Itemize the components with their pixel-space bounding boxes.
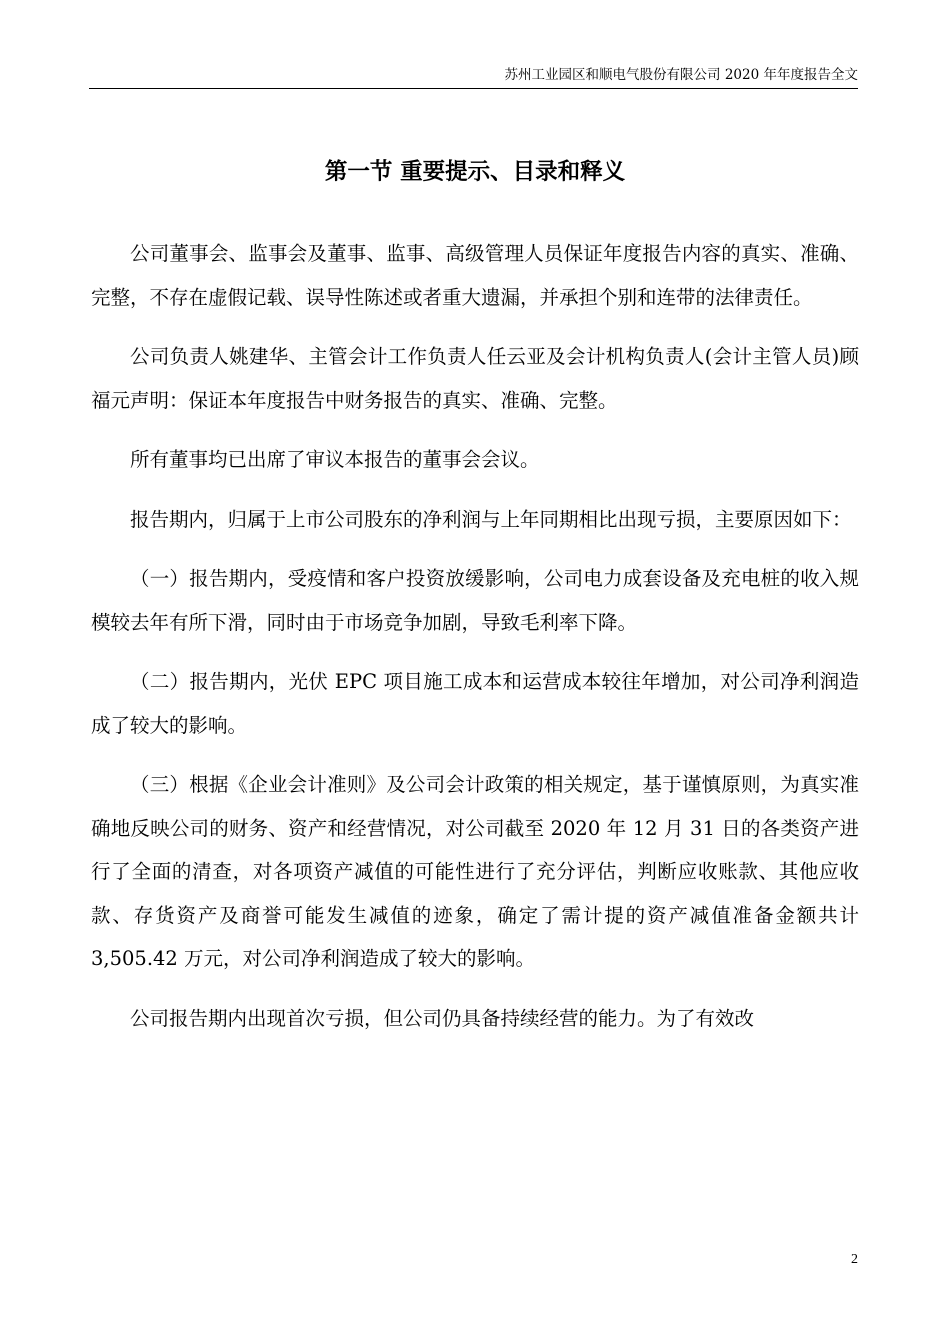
paragraph-responsibility-statement: 公司董事会、监事会及董事、监事、高级管理人员保证年度报告内容的真实、准确、完整，不存在虚假记载、误导性陈述或者重大遗漏，并承担个别和连带的法律责任。	[91, 242, 859, 309]
paragraph-loss-reason-1: （一）报告期内，受疫情和客户投资放缓影响，公司电力成套设备及充电桩的收入规模较去年有所下滑，同时由于市场竞争加剧，导致毛利率下降。	[91, 567, 859, 634]
paragraph-board-attendance: 所有董事均已出席了审议本报告的董事会会议。	[130, 448, 540, 471]
paragraph-loss-intro: 报告期内，归属于上市公司股东的净利润与上年同期相比出现亏损，主要原因如下：	[130, 507, 852, 531]
body-text	[91, 232, 859, 1056]
running-header: 苏州工业园区和顺电气股份有限公司 2020 年年度报告全文	[504, 67, 858, 83]
paragraph-loss-reason-3: （三）根据《企业会计准则》及公司会计政策的相关规定，基于谨慎原则，为真实准确地反映公司的财务、资产和经营情况，对公司截至 2020 年 12 月 31 日的各类资产进行了全面的清查，对各项资产减值的可能性进行了充分评估，判断应收账款、其他应收款、存货资产及商誉可能发生减值的迹象，确定了需计提的资产减值准备金额共计 3,505.42 万元，对公司净利润造成了较大的影响。	[91, 773, 859, 970]
paragraph-loss-reason-2: （二）报告期内，光伏 EPC 项目施工成本和运营成本较往年增加，对公司净利润造成了较大的影响。	[91, 670, 859, 737]
paragraph-officers-declaration: 公司负责人姚建华、主管会计工作负责人任云亚及会计机构负责人(会计主管人员)顾福元声明：保证本年度报告中财务报告的真实、准确、完整。	[91, 345, 859, 412]
page-number: 2	[851, 1252, 858, 1267]
section-title: 第一节 重要提示、目录和释义	[324, 159, 626, 185]
paragraph-going-concern: 公司报告期内出现首次亏损，但公司仍具备持续经营的能力。为了有效改	[130, 1006, 755, 1030]
header-divider	[89, 88, 858, 89]
